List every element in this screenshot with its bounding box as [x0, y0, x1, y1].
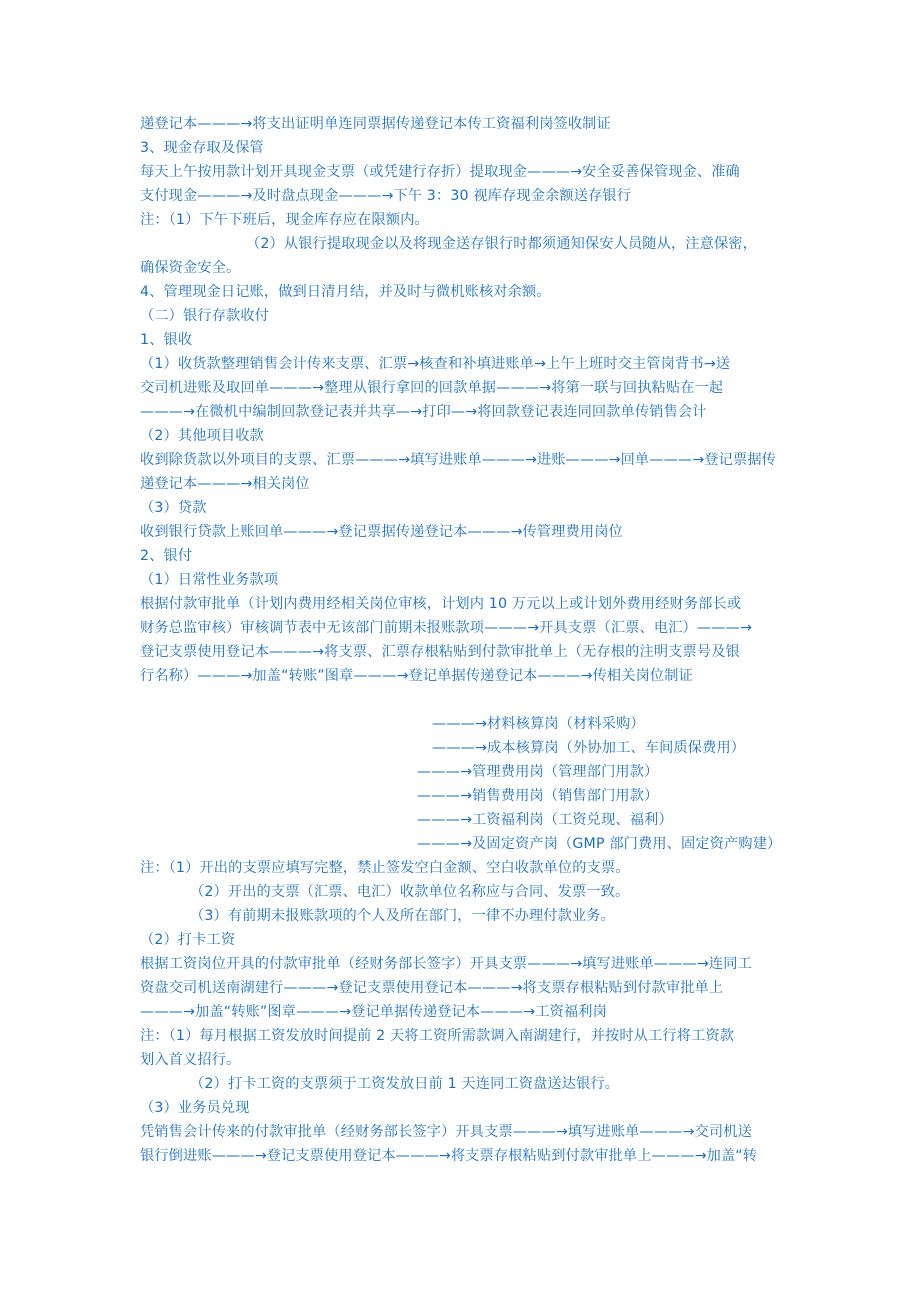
note-line: 注：（1）开出的支票应填写完整，禁止签发空白金额、空白收款单位的支票。 — [140, 860, 630, 876]
note-line: （2）从银行提取现金以及将现金送存银行时都须通知保安人员随从，注意保密， — [246, 236, 757, 252]
section-heading: （二）银行存款收付 — [140, 308, 270, 324]
text-line: 支付现金———→及时盘点现金———→下午 3：30 视库存现金余额送存银行 — [140, 188, 632, 204]
note-line: （2）开出的支票（汇票、电汇）收款单位名称应与合同、发票一致。 — [190, 884, 630, 900]
section-heading: 1、银收 — [140, 332, 193, 348]
text-line: 确保资金安全。 — [140, 260, 241, 276]
text-line: 划入首义招行。 — [140, 1052, 241, 1068]
section-heading: （1）日常性业务款项 — [140, 572, 279, 588]
section-heading: （2）打卡工资 — [140, 932, 236, 948]
section-heading: 4、管理现金日记账，做到日清月结，并及时与微机账核对余额。 — [140, 284, 551, 300]
section-heading: （2）其他项目收款 — [140, 428, 264, 444]
note-line: 注：（1）下午下班后，现金库存应在限额内。 — [140, 212, 429, 228]
branch-line: ———→材料核算岗（材料采购） — [432, 716, 645, 732]
text-line: （1）收货款整理销售会计传来支票、汇票→核查和补填进账单→上午上班时交主管岗背书→送 — [140, 356, 731, 372]
branch-line: ———→成本核算岗（外协加工、车间质保费用） — [432, 740, 746, 756]
note-line: 注：（1）每月根据工资发放时间提前 2 天将工资所需款调入南湖建行，并按时从工行将工资款 — [140, 1028, 735, 1044]
note-line: （2）打卡工资的支票须于工资发放日前 1 天连同工资盘送达银行。 — [190, 1076, 620, 1092]
text-line: 凭销售会计传来的付款审批单（经财务部长签字）开具支票———→填写进账单———→交司机送 — [140, 1124, 752, 1140]
text-line: 根据付款审批单（计划内费用经相关岗位审核，计划内 10 万元以上或计划外费用经财务部长或 — [140, 596, 742, 612]
text-line: 每天上午按用款计划开具现金支票（或凭建行存折）提取现金———→安全妥善保管现金、准确 — [140, 164, 740, 180]
text-line: 资盘交司机送南湖建行———→登记支票使用登记本———→将支票存根粘贴到付款审批单上 — [140, 980, 724, 996]
branch-line: ———→销售费用岗（销售部门用款） — [417, 788, 659, 804]
text-line: 递登记本———→相关岗位 — [140, 476, 310, 492]
text-line: 根据工资岗位开具的付款审批单（经财务部长签字）开具支票———→填写进账单———→连同工 — [140, 956, 752, 972]
text-line: 行名称）———→加盖“转账”图章———→登记单据传递登记本———→传相关岗位制证 — [140, 668, 693, 684]
text-line: 收到除货款以外项目的支票、汇票———→填写进账单———→进账———→回单———→登记票据传 — [140, 452, 776, 468]
text-line: 交司机进账及取回单———→整理从银行拿回的回款单据———→将第一联与回执粘贴在一起 — [140, 380, 724, 396]
branch-line: ———→及固定资产岗（GMP 部门费用、固定资产购建） — [417, 836, 782, 852]
branch-line: ———→工资福利岗（工资兑现、福利） — [417, 812, 673, 828]
section-heading: 2、银付 — [140, 548, 193, 564]
branch-line: ———→管理费用岗（管理部门用款） — [417, 764, 659, 780]
text-line: ———→在微机中编制回款登记表并共享—→打印—→将回款登记表连同回款单传销售会计 — [140, 404, 707, 420]
section-heading: 3、现金存取及保管 — [140, 140, 264, 156]
text-line: 财务总监审核）审核调节表中无该部门前期未报账款项———→开具支票（汇票、电汇）———→ — [140, 620, 752, 636]
section-heading: （3）贷款 — [140, 500, 207, 516]
text-line: 递登记本———→将支出证明单连同票据传递登记本传工资福利岗签收制证 — [140, 116, 611, 132]
section-heading: （3）业务员兑现 — [140, 1100, 250, 1116]
text-line: ———→加盖“转账”图章———→登记单据传递登记本———→工资福利岗 — [140, 1004, 607, 1020]
note-line: （3）有前期未报账款项的个人及所在部门，一律不办理付款业务。 — [190, 908, 615, 924]
text-line: 登记支票使用登记本———→将支票、汇票存根粘贴到付款审批单上（无存根的注明支票号及银 — [140, 644, 740, 660]
text-line: 银行倒进账———→登记支票使用登记本———→将支票存根粘贴到付款审批单上———→加盖“转 — [140, 1148, 758, 1164]
text-line: 收到银行贷款上账回单———→登记票据传递登记本———→传管理费用岗位 — [140, 524, 623, 540]
